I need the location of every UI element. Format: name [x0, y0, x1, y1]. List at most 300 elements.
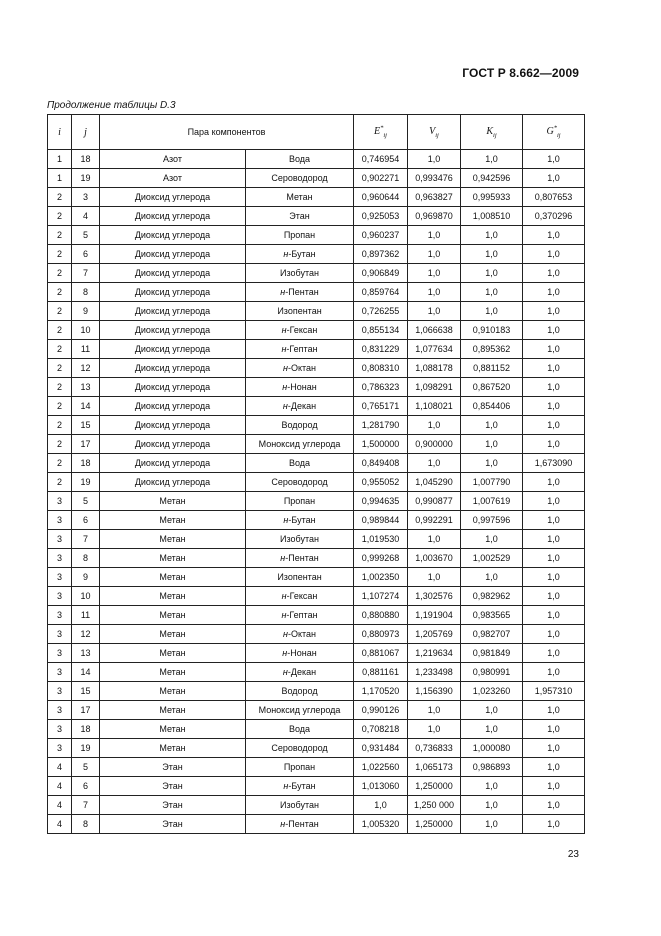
component-name: -Бутан	[288, 781, 316, 791]
cell-g: 1,0	[523, 397, 585, 416]
cell-g: 1,0	[523, 568, 585, 587]
cell-i: 2	[48, 454, 72, 473]
table-row	[48, 473, 585, 492]
cell-g: 1,0	[523, 226, 585, 245]
cell-component-1: Метан	[100, 663, 246, 682]
cell-v: 1,066638	[408, 321, 461, 340]
cell-v: 1,0	[408, 245, 461, 264]
header-g: $G^*_{ij}$	[523, 115, 585, 150]
header-k: $K_{ij}$	[461, 115, 523, 150]
cell-i: 2	[48, 473, 72, 492]
component-name: -Гептан	[286, 610, 318, 620]
cell-g: 1,0	[523, 796, 585, 815]
header-v: $V_{ij}$	[408, 115, 461, 150]
component-name: -Пентан	[285, 287, 319, 297]
component-name: Этан	[289, 211, 310, 221]
table-row	[48, 720, 585, 739]
cell-component-2	[246, 283, 354, 302]
header-i: i	[48, 115, 72, 150]
cell-component-2	[246, 378, 354, 397]
isomer-prefix: н	[280, 553, 286, 563]
cell-j: 7	[72, 264, 100, 283]
cell-i: 2	[48, 302, 72, 321]
isomer-prefix: н	[283, 781, 289, 791]
cell-e: 0,925053	[354, 207, 408, 226]
table-row	[48, 454, 585, 473]
cell-v: 1,219634	[408, 644, 461, 663]
cell-g: 1,0	[523, 625, 585, 644]
cell-component-1: Диоксид углерода	[100, 207, 246, 226]
table-row	[48, 777, 585, 796]
cell-component-1: Азот	[100, 150, 246, 169]
table-row	[48, 378, 585, 397]
table-row	[48, 283, 585, 302]
cell-g: 1,0	[523, 416, 585, 435]
cell-j: 13	[72, 644, 100, 663]
cell-v: 1,0	[408, 701, 461, 720]
cell-component-2	[246, 625, 354, 644]
cell-i: 2	[48, 264, 72, 283]
cell-v: 1,045290	[408, 473, 461, 492]
cell-component-1: Диоксид углерода	[100, 473, 246, 492]
component-name: Вода	[288, 724, 311, 734]
component-name: Сероводород	[271, 743, 328, 753]
cell-j: 11	[72, 340, 100, 359]
cell-i: 2	[48, 359, 72, 378]
cell-component-1: Метан	[100, 682, 246, 701]
cell-e: 0,881067	[354, 644, 408, 663]
cell-i: 1	[48, 150, 72, 169]
isomer-prefix: н	[280, 819, 286, 829]
cell-e: 0,999268	[354, 549, 408, 568]
data-table-container	[47, 114, 584, 834]
cell-component-2	[246, 606, 354, 625]
cell-g: 0,370296	[523, 207, 585, 226]
isomer-prefix: н	[281, 591, 287, 601]
cell-i: 3	[48, 625, 72, 644]
table-row	[48, 340, 585, 359]
cell-v: 0,990877	[408, 492, 461, 511]
cell-i: 3	[48, 492, 72, 511]
cell-component-1: Диоксид углерода	[100, 359, 246, 378]
component-name: -Декан	[287, 401, 317, 411]
cell-e: 0,902271	[354, 169, 408, 188]
cell-component-2	[246, 226, 354, 245]
cell-v: 1,0	[408, 530, 461, 549]
table-row	[48, 511, 585, 530]
cell-i: 2	[48, 378, 72, 397]
component-name: -Гептан	[286, 344, 318, 354]
table-row	[48, 815, 585, 834]
table-row	[48, 492, 585, 511]
cell-component-2	[246, 188, 354, 207]
cell-component-1: Диоксид углерода	[100, 283, 246, 302]
cell-k: 1,023260	[461, 682, 523, 701]
isomer-prefix: н	[281, 325, 287, 335]
cell-e: 0,708218	[354, 720, 408, 739]
cell-component-2	[246, 796, 354, 815]
cell-v: 1,098291	[408, 378, 461, 397]
table-row	[48, 606, 585, 625]
cell-e: 0,880973	[354, 625, 408, 644]
component-name: Пропан	[283, 230, 316, 240]
cell-j: 6	[72, 777, 100, 796]
table-row	[48, 264, 585, 283]
cell-j: 17	[72, 701, 100, 720]
cell-k: 0,881152	[461, 359, 523, 378]
cell-i: 3	[48, 511, 72, 530]
cell-g: 1,0	[523, 169, 585, 188]
cell-component-2	[246, 720, 354, 739]
cell-e: 0,855134	[354, 321, 408, 340]
component-name: -Октан	[287, 629, 316, 639]
cell-k: 1,0	[461, 435, 523, 454]
component-name: Изобутан	[280, 268, 319, 278]
cell-i: 3	[48, 530, 72, 549]
cell-g: 1,0	[523, 606, 585, 625]
cell-k: 1,0	[461, 283, 523, 302]
table-row	[48, 150, 585, 169]
component-name: -Бутан	[288, 249, 316, 259]
table-row	[48, 758, 585, 777]
cell-j: 11	[72, 606, 100, 625]
cell-i: 2	[48, 283, 72, 302]
cell-k: 1,0	[461, 302, 523, 321]
cell-v: 1,0	[408, 283, 461, 302]
table-row	[48, 587, 585, 606]
cell-j: 15	[72, 416, 100, 435]
cell-j: 19	[72, 473, 100, 492]
cell-component-2	[246, 530, 354, 549]
cell-e: 0,786323	[354, 378, 408, 397]
cell-component-1: Диоксид углерода	[100, 264, 246, 283]
cell-i: 2	[48, 188, 72, 207]
cell-component-2	[246, 473, 354, 492]
cell-g: 1,0	[523, 302, 585, 321]
cell-g: 1,0	[523, 340, 585, 359]
cell-j: 8	[72, 815, 100, 834]
cell-j: 15	[72, 682, 100, 701]
table-body	[48, 150, 585, 834]
component-name: Пропан	[283, 762, 316, 772]
cell-component-1: Метан	[100, 625, 246, 644]
cell-k: 1,0	[461, 777, 523, 796]
cell-k: 1,0	[461, 568, 523, 587]
component-name: Пропан	[283, 496, 316, 506]
cell-k: 0,986893	[461, 758, 523, 777]
table-row	[48, 682, 585, 701]
cell-k: 1,008510	[461, 207, 523, 226]
cell-k: 1,007619	[461, 492, 523, 511]
cell-component-2	[246, 701, 354, 720]
header-pair: Пара компонентов	[100, 115, 354, 150]
cell-v: 1,088178	[408, 359, 461, 378]
cell-j: 12	[72, 625, 100, 644]
cell-k: 0,980991	[461, 663, 523, 682]
cell-j: 18	[72, 720, 100, 739]
component-name: Изопентан	[277, 306, 322, 316]
table-row	[48, 644, 585, 663]
cell-e: 0,960644	[354, 188, 408, 207]
component-name: -Нонан	[287, 382, 317, 392]
cell-component-1: Диоксид углерода	[100, 226, 246, 245]
cell-component-2	[246, 682, 354, 701]
cell-component-1: Диоксид углерода	[100, 188, 246, 207]
cell-v: 1,302576	[408, 587, 461, 606]
cell-i: 2	[48, 416, 72, 435]
data-table	[47, 114, 585, 834]
cell-v: 1,250000	[408, 815, 461, 834]
cell-j: 5	[72, 492, 100, 511]
cell-g: 1,673090	[523, 454, 585, 473]
cell-e: 0,726255	[354, 302, 408, 321]
cell-j: 3	[72, 188, 100, 207]
cell-component-2	[246, 663, 354, 682]
cell-j: 18	[72, 454, 100, 473]
cell-component-2	[246, 169, 354, 188]
cell-v: 1,250 000	[408, 796, 461, 815]
cell-component-2	[246, 397, 354, 416]
cell-j: 4	[72, 207, 100, 226]
cell-i: 3	[48, 549, 72, 568]
cell-e: 0,897362	[354, 245, 408, 264]
cell-e: 0,955052	[354, 473, 408, 492]
table-row	[48, 207, 585, 226]
cell-k: 1,0	[461, 150, 523, 169]
table-row	[48, 245, 585, 264]
table-row	[48, 321, 585, 340]
cell-v: 1,233498	[408, 663, 461, 682]
cell-e: 1,005320	[354, 815, 408, 834]
cell-k: 1,0	[461, 796, 523, 815]
isomer-prefix: н	[280, 287, 286, 297]
cell-k: 1,0	[461, 720, 523, 739]
cell-e: 0,849408	[354, 454, 408, 473]
cell-component-2	[246, 207, 354, 226]
cell-component-1: Диоксид углерода	[100, 416, 246, 435]
cell-k: 1,007790	[461, 473, 523, 492]
cell-component-2	[246, 150, 354, 169]
cell-g: 1,0	[523, 283, 585, 302]
cell-component-1: Диоксид углерода	[100, 302, 246, 321]
cell-v: 1,108021	[408, 397, 461, 416]
isomer-prefix: н	[282, 667, 288, 677]
cell-k: 0,910183	[461, 321, 523, 340]
cell-j: 10	[72, 587, 100, 606]
cell-v: 0,969870	[408, 207, 461, 226]
cell-i: 2	[48, 321, 72, 340]
cell-i: 3	[48, 682, 72, 701]
cell-k: 0,867520	[461, 378, 523, 397]
cell-g: 1,0	[523, 587, 585, 606]
cell-k: 0,895362	[461, 340, 523, 359]
cell-j: 5	[72, 226, 100, 245]
cell-component-1: Диоксид углерода	[100, 397, 246, 416]
cell-component-2	[246, 454, 354, 473]
cell-component-2	[246, 739, 354, 758]
cell-component-1: Метан	[100, 511, 246, 530]
table-row	[48, 416, 585, 435]
cell-g: 1,0	[523, 435, 585, 454]
cell-component-1: Диоксид углерода	[100, 321, 246, 340]
component-name: Изобутан	[280, 534, 319, 544]
cell-component-2	[246, 492, 354, 511]
cell-i: 3	[48, 587, 72, 606]
cell-k: 0,997596	[461, 511, 523, 530]
cell-e: 1,019530	[354, 530, 408, 549]
cell-i: 3	[48, 568, 72, 587]
cell-j: 8	[72, 283, 100, 302]
cell-k: 0,854406	[461, 397, 523, 416]
cell-component-2	[246, 511, 354, 530]
cell-g: 1,0	[523, 264, 585, 283]
cell-e: 0,906849	[354, 264, 408, 283]
isomer-prefix: н	[283, 363, 288, 373]
table-row	[48, 435, 585, 454]
cell-g: 1,0	[523, 321, 585, 340]
component-name: Изобутан	[280, 800, 319, 810]
cell-component-2	[246, 815, 354, 834]
component-name: Вода	[288, 458, 311, 468]
table-row	[48, 663, 585, 682]
cell-j: 5	[72, 758, 100, 777]
cell-i: 4	[48, 796, 72, 815]
component-name: -Бутан	[288, 515, 316, 525]
cell-v: 1,0	[408, 302, 461, 321]
cell-i: 4	[48, 777, 72, 796]
cell-k: 1,0	[461, 815, 523, 834]
component-name: -Пентан	[285, 553, 319, 563]
component-name: Вода	[288, 154, 311, 164]
cell-e: 1,170520	[354, 682, 408, 701]
cell-component-1: Метан	[100, 492, 246, 511]
cell-k: 1,0	[461, 701, 523, 720]
cell-e: 0,960237	[354, 226, 408, 245]
cell-v: 1,065173	[408, 758, 461, 777]
cell-i: 1	[48, 169, 72, 188]
cell-k: 1,0	[461, 245, 523, 264]
cell-e: 0,859764	[354, 283, 408, 302]
cell-j: 6	[72, 245, 100, 264]
cell-component-2	[246, 758, 354, 777]
cell-i: 4	[48, 758, 72, 777]
cell-component-1: Метан	[100, 701, 246, 720]
cell-g: 1,0	[523, 378, 585, 397]
isomer-prefix: н	[283, 515, 289, 525]
component-name: Изопентан	[277, 572, 322, 582]
cell-component-2	[246, 777, 354, 796]
cell-k: 0,942596	[461, 169, 523, 188]
cell-component-1: Метан	[100, 644, 246, 663]
cell-j: 6	[72, 511, 100, 530]
table-row	[48, 568, 585, 587]
table-row	[48, 226, 585, 245]
component-name: Сероводород	[271, 477, 328, 487]
cell-v: 0,993476	[408, 169, 461, 188]
cell-component-1: Метан	[100, 739, 246, 758]
cell-g: 1,0	[523, 720, 585, 739]
cell-k: 1,000080	[461, 739, 523, 758]
component-name: -Гексан	[286, 591, 318, 601]
cell-component-2	[246, 264, 354, 283]
cell-j: 9	[72, 302, 100, 321]
cell-e: 1,022560	[354, 758, 408, 777]
cell-i: 3	[48, 701, 72, 720]
cell-k: 1,0	[461, 264, 523, 283]
cell-k: 1,0	[461, 226, 523, 245]
cell-g: 1,0	[523, 777, 585, 796]
cell-i: 3	[48, 663, 72, 682]
cell-component-2	[246, 416, 354, 435]
cell-v: 1,0	[408, 264, 461, 283]
cell-component-1: Этан	[100, 796, 246, 815]
cell-v: 0,736833	[408, 739, 461, 758]
cell-k: 0,981849	[461, 644, 523, 663]
cell-component-1: Этан	[100, 815, 246, 834]
component-name: -Декан	[287, 667, 317, 677]
cell-component-2	[246, 587, 354, 606]
cell-v: 1,0	[408, 226, 461, 245]
cell-j: 12	[72, 359, 100, 378]
cell-component-2	[246, 321, 354, 340]
cell-k: 1,002529	[461, 549, 523, 568]
cell-component-2	[246, 644, 354, 663]
cell-k: 1,0	[461, 530, 523, 549]
cell-component-1: Метан	[100, 549, 246, 568]
cell-e: 0,746954	[354, 150, 408, 169]
cell-g: 1,0	[523, 511, 585, 530]
cell-component-2	[246, 435, 354, 454]
component-name: Сероводород	[271, 173, 328, 183]
cell-component-1: Этан	[100, 777, 246, 796]
cell-component-1: Метан	[100, 530, 246, 549]
cell-e: 0,989844	[354, 511, 408, 530]
header-j: j	[72, 115, 100, 150]
cell-e: 1,0	[354, 796, 408, 815]
cell-component-1: Диоксид углерода	[100, 245, 246, 264]
cell-component-2	[246, 568, 354, 587]
cell-component-2	[246, 359, 354, 378]
cell-e: 0,994635	[354, 492, 408, 511]
cell-v: 0,992291	[408, 511, 461, 530]
component-name: -Октан	[287, 363, 316, 373]
document-code: ГОСТ Р 8.662—2009	[462, 66, 579, 80]
isomer-prefix: н	[282, 648, 288, 658]
cell-g: 1,0	[523, 739, 585, 758]
cell-component-1: Диоксид углерода	[100, 435, 246, 454]
cell-j: 19	[72, 169, 100, 188]
table-row	[48, 625, 585, 644]
table-row	[48, 549, 585, 568]
cell-component-2	[246, 302, 354, 321]
isomer-prefix: н	[281, 610, 287, 620]
cell-j: 7	[72, 530, 100, 549]
cell-i: 2	[48, 245, 72, 264]
table-row	[48, 302, 585, 321]
cell-v: 1,156390	[408, 682, 461, 701]
isomer-prefix: н	[282, 401, 288, 411]
cell-i: 2	[48, 207, 72, 226]
isomer-prefix: н	[283, 629, 288, 639]
cell-j: 14	[72, 663, 100, 682]
component-name: -Пентан	[285, 819, 319, 829]
cell-component-2	[246, 549, 354, 568]
table-row	[48, 796, 585, 815]
cell-e: 0,831229	[354, 340, 408, 359]
cell-j: 13	[72, 378, 100, 397]
table-header	[48, 115, 585, 150]
cell-i: 2	[48, 226, 72, 245]
